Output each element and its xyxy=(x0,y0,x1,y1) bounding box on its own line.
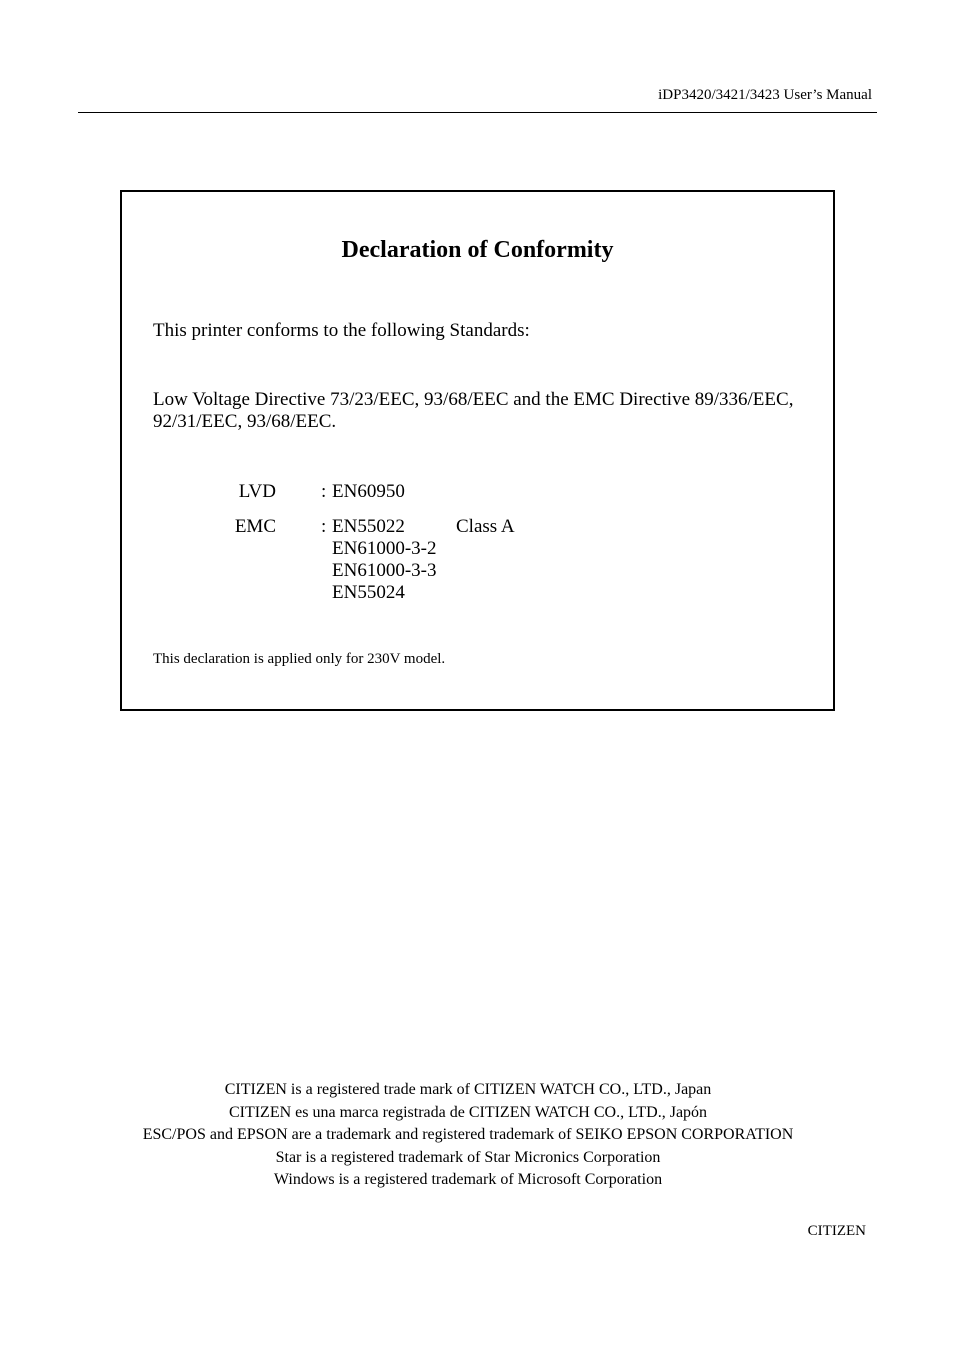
emc-standard-3: EN61000-3-3 xyxy=(332,560,437,581)
trademark-line: ESC/POS and EPSON are a trademark and registered trademark of SEIKO EPSON CORPORATION xyxy=(142,1126,794,1143)
trademark-line: CITIZEN es una marca registrada de CITIZEN WATCH CO., LTD., Japón xyxy=(228,1103,708,1121)
declaration-title: Declaration of Conformity xyxy=(341,237,614,263)
trademark-line: CITIZEN is a registered trade mark of CITIZEN WATCH CO., LTD., Japan xyxy=(224,1081,712,1098)
trademark-line: Star is a registered trademark of Star Micronics Corporation xyxy=(275,1148,661,1166)
directive-line-2: 92/31/EEC, 93/68/EEC. xyxy=(153,411,337,432)
footer-brand: CITIZEN xyxy=(807,1223,866,1239)
declaration-box xyxy=(120,190,835,711)
emc-class: Class A xyxy=(456,516,515,537)
emc-standard-4: EN55024 xyxy=(332,582,405,603)
emc-standard-2: EN61000-3-2 xyxy=(332,538,437,559)
trademark-line: Windows is a registered trademark of Microsoft Corporation xyxy=(273,1171,663,1188)
lvd-label: LVD xyxy=(238,481,276,502)
lvd-standard: EN60950 xyxy=(332,481,405,502)
header-divider xyxy=(78,112,877,113)
declaration-note: This declaration is applied only for 230V model. xyxy=(153,651,446,667)
emc-label: EMC xyxy=(234,516,276,537)
directive-text xyxy=(153,389,813,433)
directive-line-1: Low Voltage Directive 73/23/EEC, 93/68/EEC and the EMC Directive 89/336/EEC, xyxy=(153,389,794,410)
declaration-intro: This printer conforms to the following Standards: xyxy=(153,320,530,341)
emc-standard-1: EN55022 xyxy=(332,516,405,537)
manual-title: iDP3420/3421/3423 User’s Manual xyxy=(658,87,872,103)
emc-colon: : xyxy=(321,516,327,537)
lvd-colon: : xyxy=(321,481,327,502)
trademark-notices xyxy=(0,1079,936,1192)
